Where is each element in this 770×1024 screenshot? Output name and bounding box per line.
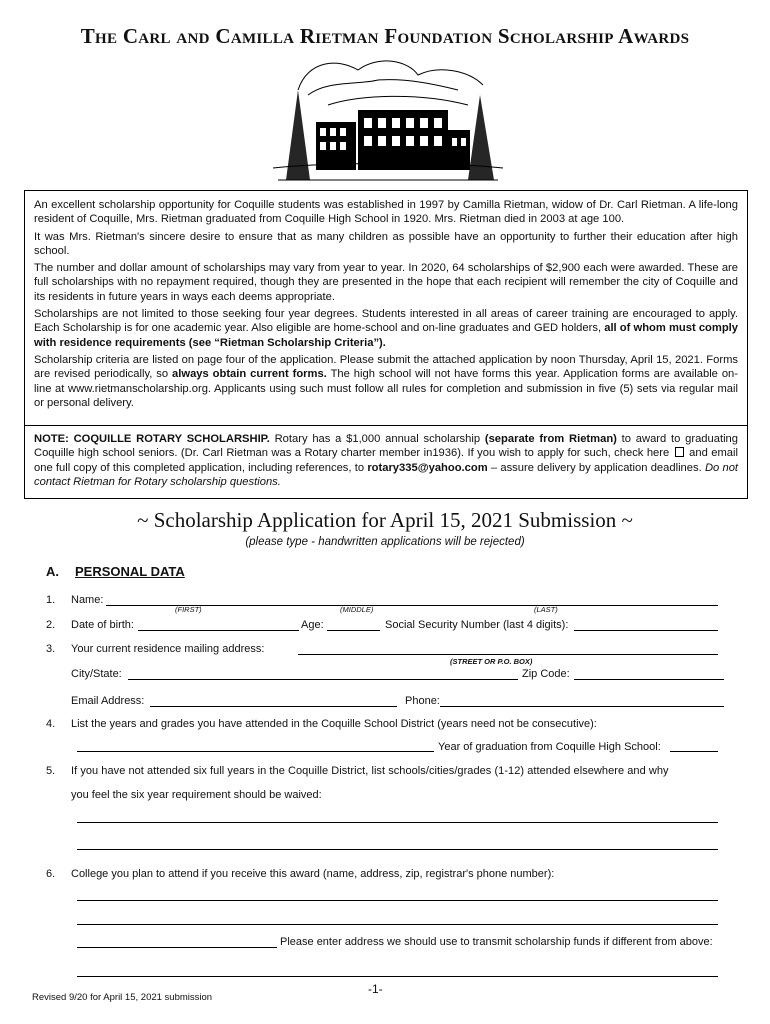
street-caption: (STREET OR P.O. BOX) (450, 657, 533, 666)
college-question: College you plan to attend if you receive this award (name, address, zip, registrar's phone number): (71, 868, 555, 880)
waiver-question-cont: you feel the six year requirement should be waived: (71, 789, 322, 801)
revision-note: Revised 9/20 for April 15, 2021 submission (32, 992, 213, 1003)
intro-text (34, 198, 738, 413)
transmit-address-field[interactable] (77, 976, 718, 977)
phone-label: Phone: (405, 695, 440, 707)
building-sketch-illustration (268, 50, 508, 185)
address-label: Your current residence mailing address: (71, 643, 265, 655)
item-number: 1. (46, 594, 56, 606)
college-field[interactable] (77, 900, 718, 901)
middle-caption: (MIDDLE) (340, 605, 374, 614)
ssn-field[interactable] (574, 630, 718, 631)
item-number: 2. (46, 619, 56, 631)
zip-label: Zip Code: (522, 668, 570, 680)
email-field[interactable] (150, 706, 397, 707)
waiver-field[interactable] (77, 849, 718, 850)
name-label: Name: (71, 594, 104, 606)
item-number: 5. (46, 765, 56, 777)
section-heading: A. PERSONAL DATA (46, 564, 185, 579)
email-label: Email Address: (71, 695, 145, 707)
age-field[interactable] (327, 630, 380, 631)
ssn-label: Social Security Number (last 4 digits): (385, 619, 569, 631)
page-number: -1- (368, 982, 383, 996)
first-caption: (FIRST) (175, 605, 202, 614)
dob-label: Date of birth: (71, 619, 134, 631)
age-label: Age: (301, 619, 324, 631)
rotary-email: rotary335@yahoo.com (367, 461, 488, 474)
college-field[interactable] (77, 924, 718, 925)
rotary-checkbox[interactable] (675, 447, 684, 457)
waiver-field[interactable] (77, 822, 718, 823)
years-label: List the years and grades you have attended in the Coquille School District (years need not be consecutive): (71, 718, 597, 730)
city-field[interactable] (128, 679, 518, 680)
application-title: ~ Scholarship Application for April 15, 2021 Submission ~ (137, 508, 633, 532)
years-field[interactable] (77, 751, 434, 752)
graduation-year-field[interactable] (670, 751, 718, 752)
graduation-year-label: Year of graduation from Coquille High School: (438, 741, 661, 753)
intro-paragraph: Scholarship criteria are listed on page four of the application. Please submit the attached application by noon Thursday, April 15, 2021. Forms are revised periodically, so always obtain current forms. The high school will not have forms this year. Application forms are available on-line at www.rietmanscholarship.org. Applicants using such must follow all rules for completion and submission in five (5) sets via regular mail or personal delivery. (34, 353, 739, 409)
phone-field[interactable] (440, 706, 724, 707)
intro-paragraph: The number and dollar amount of scholarships may vary from year to year. In 2020, 64 scholarships of $2,900 each were awarded. These are full scholarships with no repayment required, though they are presented in the hope that each recipient will remember the city of Coquille and its residents in future years in ways each deems appropriate. (34, 262, 738, 303)
city-label: City/State: (71, 668, 122, 680)
item-number: 3. (46, 643, 56, 655)
rotary-note: NOTE: COQUILLE ROTARY SCHOLARSHIP. Rotary has a $1,000 annual scholarship (separate from Rietman) to award to graduating Coquille high school seniors. (Dr. Carl Rietman was a Rotary charter member in1936). If you wish to apply for such, check here and email one full copy of this completed application, including references, to rotary335@yahoo.com – assure delivery by application deadlines. Do not contact Rietman for Rotary scholarship questions. (25, 425, 747, 490)
last-caption: (LAST) (534, 605, 558, 614)
transmit-address-field[interactable] (77, 947, 277, 948)
address-field[interactable] (298, 654, 718, 655)
zip-field[interactable] (574, 679, 724, 680)
intro-paragraph: It was Mrs. Rietman's sincere desire to ensure that as many children as possible have an opportunity to further their education after high school. (34, 230, 738, 257)
intro-paragraph: Scholarships are not limited to those seeking four year degrees. Students interested in all areas of career training are encouraged to apply. Each Scholarship is for one academic year. Also eligible are home-school and on-line graduates and GED holders, all of whom must comply with residence requirements (see “Rietman Scholarship Criteria”). (34, 308, 738, 349)
application-subtitle: (please type - handwritten applications will be rejected) (245, 536, 525, 548)
transmit-address-label: Please enter address we should use to transmit scholarship funds if different from above: (280, 936, 713, 948)
page-title: The Carl and Camilla Rietman Foundation Scholarship Awards (80, 24, 690, 48)
item-number: 4. (46, 718, 56, 730)
scholarship-info-box (24, 190, 748, 499)
item-number: 6. (46, 868, 56, 880)
waiver-question: If you have not attended six full years in the Coquille District, list schools/cities/grades (1-12) attended elsewhere and why (71, 765, 669, 777)
dob-field[interactable] (138, 630, 299, 631)
intro-paragraph: An excellent scholarship opportunity for Coquille students was established in 1997 by Camilla Rietman, widow of Dr. Carl Rietman. A life-long resident of Coquille, Mrs. Rietman graduated from Coquille High School in 1920. Mrs. Rietman died in 2003 at age 100. (34, 199, 738, 226)
